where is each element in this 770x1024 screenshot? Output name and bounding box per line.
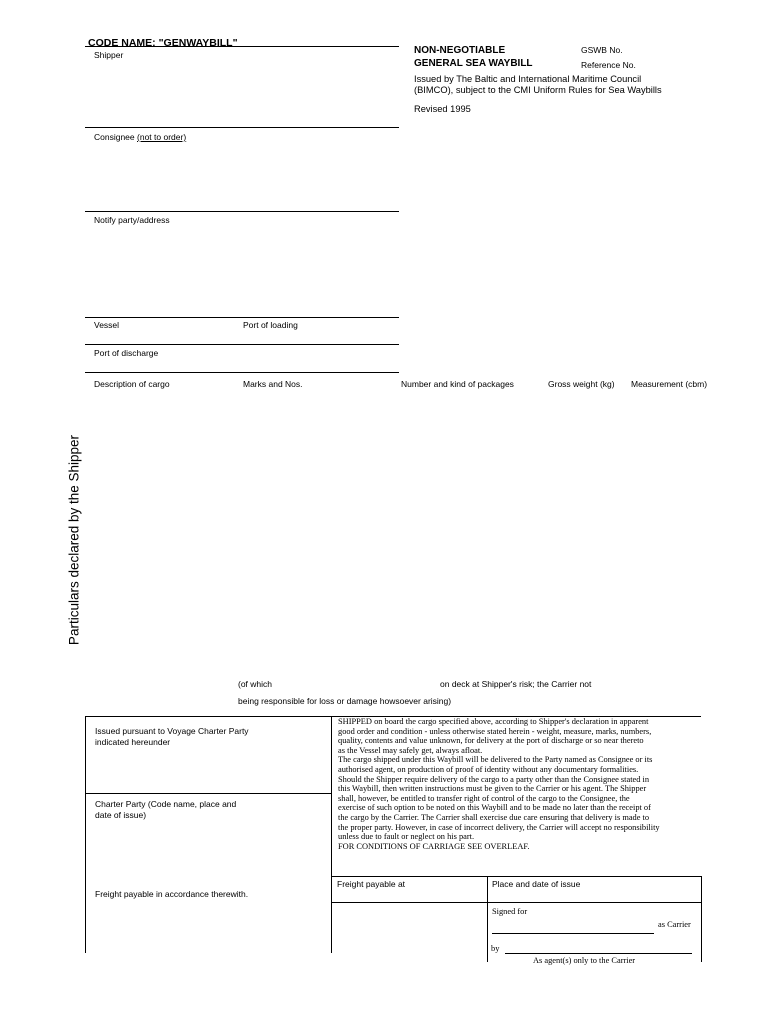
- issued-by-line2: (BIMCO), subject to the CMI Uniform Rules for Sea Waybills: [414, 85, 662, 95]
- port-of-loading-label: Port of loading: [243, 320, 298, 330]
- freight-payable-therewith: Freight payable in accordance therewith.: [95, 889, 249, 899]
- signature-line: [492, 933, 654, 934]
- divider: [701, 876, 702, 962]
- gswb-label: GSWB No.: [581, 45, 623, 55]
- terms-line: The cargo shipped under this Waybill will be delivered to the Party named as Consignee or its: [338, 755, 653, 765]
- divider: [85, 317, 399, 318]
- issued-pursuant-line2: indicated hereunder: [95, 737, 171, 747]
- terms-line: Should the Shipper require delivery of the cargo to a party other than the Consignee stated in: [338, 774, 650, 784]
- code-name: CODE NAME: "GENWAYBILL": [88, 37, 238, 49]
- consignee-text: Consignee: [94, 132, 135, 142]
- doc-title-line2: GENERAL SEA WAYBILL: [414, 58, 533, 69]
- reference-label: Reference No.: [581, 60, 636, 70]
- terms-line: exercise of such option to be noted on this Waybill and to be made no later than the receipt of: [338, 803, 651, 813]
- issued-by-line1: Issued by The Baltic and International Maritime Council: [414, 74, 642, 84]
- doc-title-line1: NON-NEGOTIABLE: [414, 45, 506, 56]
- charter-party-line1: Charter Party (Code name, place and: [95, 799, 237, 809]
- place-date-issue-label: Place and date of issue: [492, 879, 581, 889]
- carrier-responsibility-label: being responsible for loss or damage howsoever arising): [238, 696, 452, 706]
- divider: [85, 716, 86, 953]
- terms-line: SHIPPED on board the cargo specified above, according to Shipper's declaration in apparent: [338, 717, 649, 726]
- notify-party-label: Notify party/address: [94, 215, 170, 225]
- terms-line: this Waybill, then written instructions must be given to the Carrier or his agent. The Shipper: [338, 784, 647, 794]
- divider: [85, 211, 399, 212]
- gross-weight-label: Gross weight (kg): [548, 379, 615, 389]
- particulars-side-label: Particulars declared by the Shipper: [66, 434, 82, 646]
- shipper-label: Shipper: [94, 50, 124, 60]
- terms-paragraph: [338, 717, 660, 851]
- divider: [331, 716, 332, 953]
- terms-line: good order and condition - unless otherwise stated herein - weight, measure, marks, numbers,: [338, 726, 652, 736]
- on-deck-label: on deck at Shipper's risk; the Carrier not: [440, 679, 592, 689]
- measurement-label: Measurement (cbm): [631, 379, 708, 389]
- port-of-discharge-label: Port of discharge: [94, 348, 159, 358]
- signature-line: [505, 953, 692, 954]
- freight-payable-at-label: Freight payable at: [337, 879, 406, 889]
- divider: [85, 372, 399, 373]
- vessel-label: Vessel: [94, 320, 120, 330]
- divider: [487, 876, 488, 962]
- terms-line: the proper party. However, in case of incorrect delivery, the Carrier will accept no responsibility: [338, 822, 660, 832]
- terms-line: quality, contents and value unknown, for delivery at the port of discharge or so near thereto: [338, 736, 644, 746]
- charter-party-line2: date of issue): [95, 810, 147, 820]
- signed-for-label: Signed for: [492, 907, 528, 916]
- terms-line: the cargo by the Carrier. The Carrier shall exercise due care ensuring that delivery is made to: [338, 812, 650, 822]
- divider: [331, 876, 701, 877]
- consignee-note: (not to order): [137, 132, 187, 142]
- terms-line: shall, however, be entitled to transfer right of control of the cargo to the Consignee, the: [338, 793, 630, 803]
- divider: [85, 127, 399, 128]
- terms-line: FOR CONDITIONS OF CARRIAGE SEE OVERLEAF.: [338, 841, 530, 851]
- terms-line: unless due to fault or neglect on his part.: [338, 832, 475, 842]
- divider: [85, 344, 399, 345]
- divider: [331, 902, 701, 903]
- as-agents-label: As agent(s) only to the Carrier: [533, 956, 636, 965]
- packages-label: Number and kind of packages: [401, 379, 514, 389]
- marks-and-nos-label: Marks and Nos.: [243, 379, 303, 389]
- consignee-label: [94, 132, 186, 142]
- as-carrier-label: as Carrier: [658, 920, 691, 929]
- of-which-label: (of which: [238, 679, 273, 689]
- description-of-cargo-label: Description of cargo: [94, 379, 170, 389]
- revised-label: Revised 1995: [414, 104, 471, 114]
- terms-line: authorised agent, on production of proof of identity without any documentary formalities.: [338, 764, 639, 774]
- issued-pursuant-line1: Issued pursuant to Voyage Charter Party: [95, 726, 249, 736]
- divider: [85, 793, 331, 794]
- by-label: by: [491, 944, 500, 953]
- divider: [85, 46, 399, 47]
- terms-line: as the Vessel may safely get, always afloat.: [338, 745, 483, 755]
